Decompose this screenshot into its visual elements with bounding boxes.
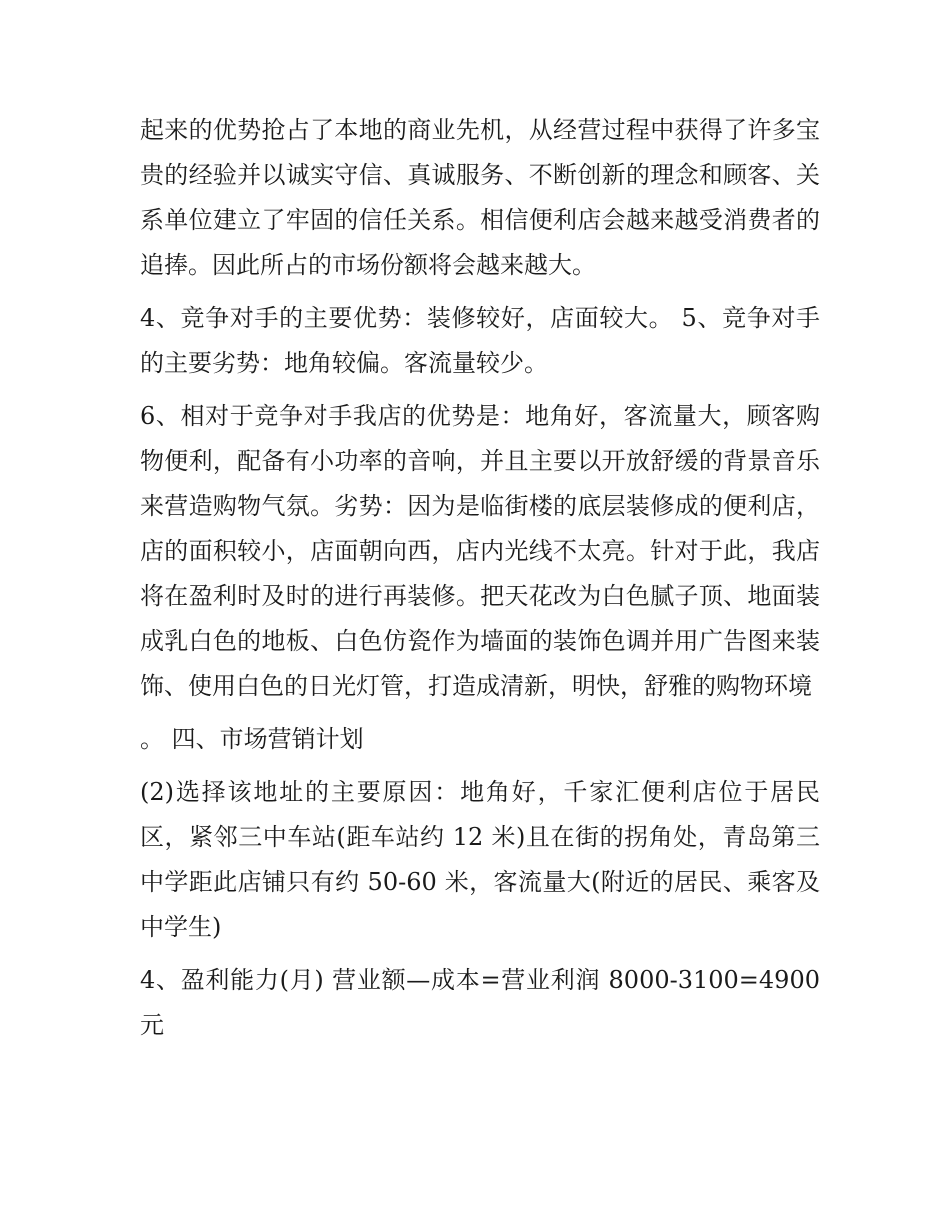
section-heading-marketing-plan: 。 四、市场营销计划 <box>140 725 364 753</box>
document-body <box>140 108 820 1056</box>
paragraph-profitability: 4、盈利能力(月) 营业额—成本=营业利润 8000-3100=4900 元 <box>140 966 820 1039</box>
paragraph-store-advantages: 6、相对于竞争对手我店的优势是：地角好，客流量大，顾客购物便利，配备有小功率的音响，并且主要以开放舒缓的背景音乐来营造购物气氛。劣势：因为是临街楼的底层装修成的便利店，店的面积较小，店面朝向西，店内光线不太亮。针对于此，我店将在盈利时及时的进行再装修。把天花改为白色腻子顶、地面装成乳白色的地板、白色仿瓷作为墙面的装饰色调并用广告图来装饰、使用白色的日光灯管，打造成清新，明快，舒雅的购物环境 <box>140 402 820 700</box>
paragraph-advantage-summary: 起来的优势抢占了本地的商业先机，从经营过程中获得了许多宝贵的经验并以诚实守信、真诚服务、不断创新的理念和顾客、关系单位建立了牢固的信任关系。相信便利店会越来越受消费者的追捧。因此所占的市场份额将会越来越大。 <box>140 116 820 279</box>
paragraph-location-reason: (2)选择该地址的主要原因：地角好，千家汇便利店位于居民区，紧邻三中车站(距车站约 12 米)且在街的拐角处，青岛第三中学距此店铺只有约 50-60 米，客流量大(附近的居民、乘客及中学生) <box>140 778 820 941</box>
paragraph-competitor-strengths-weaknesses: 4、竞争对手的主要优势：装修较好，店面较大。 5、竞争对手的主要劣势：地角较偏。客流量较少。 <box>140 304 820 377</box>
